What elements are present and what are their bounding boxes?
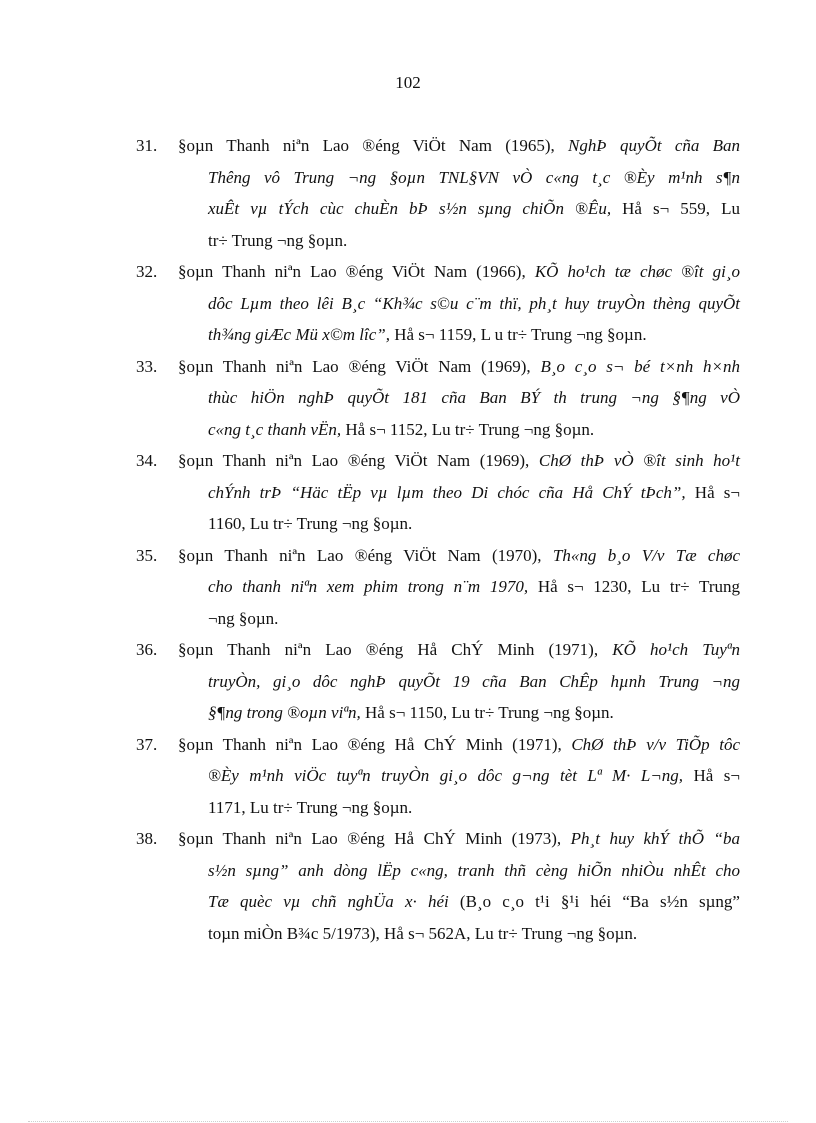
reference-line [178, 508, 740, 540]
reference-title-segment: chÝnh trÞ “Häc tËp vµ lµm theo Di chóc cña Hå ChÝ tÞch”, [208, 482, 695, 502]
reference-source-segment: §oµn Thanh niªn Lao ®éng ViÖt Nam (1965), [178, 136, 569, 155]
reference-title-segment: KÕ ho¹ch Tuyªn [612, 640, 740, 659]
reference-line [178, 823, 740, 855]
reference-source-segment: Hå s¬ 1150, Lu tr÷ Trung ¬ng §oµn. [365, 703, 614, 722]
page-bottom-divider [28, 1121, 788, 1122]
reference-title-segment: xuÊt vµ tÝch cùc chuÈn bÞ s½n sµng chiÕn ®Êu, [208, 199, 623, 218]
reference-line [178, 477, 740, 509]
reference-list [136, 130, 740, 949]
reference-title-segment: dôc Lµm theo lêi B¸c “Kh¾c s©u c¨m thï, ph¸t huy truyÒn thèng quyÕt [208, 293, 740, 313]
reference-text [178, 445, 740, 540]
reference-title-segment: ChØ thÞ vÒ ®ît sinh ho¹t [538, 451, 740, 470]
reference-text [178, 256, 740, 351]
reference-line [178, 918, 740, 950]
reference-source-segment: §oµn Thanh niªn Lao ®éng ViÖt Nam (1969), [178, 451, 539, 470]
reference-line [178, 792, 740, 824]
reference-title-segment: Thêng vô Trung ¬ng §oµn TNL§VN vÒ c«ng t¸c ®Èy m¹nh s¶n [208, 167, 740, 187]
reference-line [178, 319, 740, 351]
reference-source-segment: 1160, Lu tr÷ Trung ¬ng §oµn. [208, 514, 413, 533]
reference-text [178, 823, 740, 949]
reference-source-segment: §oµn Thanh niªn Lao ®éng ViÖt Nam (1966), [178, 262, 535, 281]
reference-text [178, 634, 740, 729]
reference-line [178, 351, 740, 383]
reference-source-segment: Hå s¬ 1159, L u tr÷ Trung ¬ng §oµn. [394, 325, 647, 344]
reference-line [178, 603, 740, 635]
reference-source-segment: ¬ng §oµn. [208, 608, 279, 628]
reference-number: 37. [136, 734, 158, 754]
reference-title-segment: s½n sµng” anh dòng lËp c«ng, tranh thñ cèng hiÕn nhiÒu nhÊt cho [208, 860, 740, 880]
reference-title-segment: thùc hiÖn nghÞ quyÕt 181 cña Ban BÝ th trung ¬ng §¶ng vÒ [208, 388, 740, 407]
reference-line [178, 886, 740, 918]
reference-source-segment: §oµn Thanh niªn Lao ®éng Hå ChÝ Minh (1971), [178, 734, 572, 754]
reference-title-segment: Th«ng b¸o V/v Tæ chøc [552, 545, 741, 565]
reference-title-segment: truyÒn, gi¸o dôc nghÞ quyÕt 19 cña Ban ChÊp hµnh Trung ¬ng [208, 671, 740, 691]
reference-line [178, 571, 740, 603]
reference-number: 35. [136, 545, 158, 565]
reference-source-segment: tr÷ Trung ¬ng §oµn. [208, 230, 348, 250]
reference-line [178, 445, 740, 477]
reference-text [178, 130, 740, 256]
reference-item [136, 823, 740, 949]
reference-line [178, 256, 740, 288]
reference-source-segment: Hå s¬ 1152, Lu tr÷ Trung ¬ng §oµn. [345, 419, 595, 439]
reference-line [178, 414, 740, 446]
reference-line [178, 666, 740, 698]
reference-line [178, 193, 740, 225]
reference-item [136, 256, 740, 351]
reference-line [178, 855, 740, 887]
reference-number: 34. [136, 451, 158, 470]
reference-line [178, 288, 740, 320]
reference-line [178, 130, 740, 162]
reference-title-segment: cho thanh niªn xem phim trong n¨m 1970, [208, 577, 538, 596]
reference-number: 36. [136, 640, 158, 659]
reference-line [178, 634, 740, 666]
reference-item [136, 729, 740, 824]
reference-title-segment: §¶ng trong ®oµn viªn, [208, 703, 366, 722]
reference-number: 31. [136, 136, 158, 155]
reference-number: 33. [136, 356, 158, 376]
reference-source-segment: §oµn Thanh niªn Lao ®éng ViÖt Nam (1969), [178, 356, 541, 376]
reference-title-segment: B¸o c¸o s¬ bé t×nh h×nh [540, 356, 740, 376]
reference-source-segment: toµn miÒn B¾c 5/1973), Hå s¬ 562A, Lu tr÷ Trung ¬ng §oµn. [208, 923, 638, 943]
page-number: 102 [395, 73, 421, 92]
reference-title-segment: th¾ng giÆc Mü x©m lîc”, [208, 325, 395, 344]
reference-item [136, 130, 740, 256]
reference-source-segment: Hå s¬ 559, Lu [622, 199, 740, 218]
reference-source-segment: Hå s¬ [693, 766, 740, 785]
reference-title-segment: NghÞ quyÕt cña Ban [568, 136, 741, 155]
reference-line [178, 382, 740, 414]
reference-number: 32. [136, 262, 158, 281]
reference-source-segment: 1171, Lu tr÷ Trung ¬ng §oµn. [208, 797, 413, 817]
reference-line [178, 760, 740, 792]
reference-source-segment: Hå s¬ [694, 482, 740, 502]
reference-line [178, 697, 740, 729]
reference-line [178, 540, 740, 572]
reference-number: 38. [136, 829, 158, 848]
reference-title-segment: Ph¸t huy khÝ thÕ “ba [570, 829, 740, 848]
reference-title-segment: Tæ quèc vµ chñ nghÜa x· héi [208, 892, 460, 911]
reference-source-segment: §oµn Thanh niªn Lao ®éng Hå ChÝ Minh (1971), [178, 640, 613, 659]
reference-line [178, 225, 740, 257]
reference-item [136, 445, 740, 540]
reference-text [178, 729, 740, 824]
reference-source-segment: Hå s¬ 1230, Lu tr÷ Trung [537, 577, 740, 596]
reference-text [178, 540, 740, 635]
reference-item [136, 634, 740, 729]
reference-source-segment: §oµn Thanh niªn Lao ®éng Hå ChÝ Minh (1973), [178, 829, 571, 848]
reference-item [136, 540, 740, 635]
reference-title-segment: ®Èy m¹nh viÖc tuyªn truyÒn gi¸o dôc g¬ng tèt Lª M· L¬ng, [208, 766, 694, 785]
reference-line [178, 729, 740, 761]
reference-title-segment: ChØ thÞ v/v TiÕp tôc [571, 734, 740, 754]
reference-item [136, 351, 740, 446]
reference-line [178, 162, 740, 194]
reference-source-segment: §oµn Thanh niªn Lao ®éng ViÖt Nam (1970), [178, 545, 553, 565]
reference-text [178, 351, 740, 446]
reference-title-segment: KÕ ho¹ch tæ chøc ®ît gi¸o [534, 262, 740, 281]
reference-title-segment: c«ng t¸c thanh vËn, [208, 419, 346, 439]
reference-source-segment: (B¸o c¸o t¹i §¹i héi “Ba s½n sµng” [459, 892, 740, 911]
